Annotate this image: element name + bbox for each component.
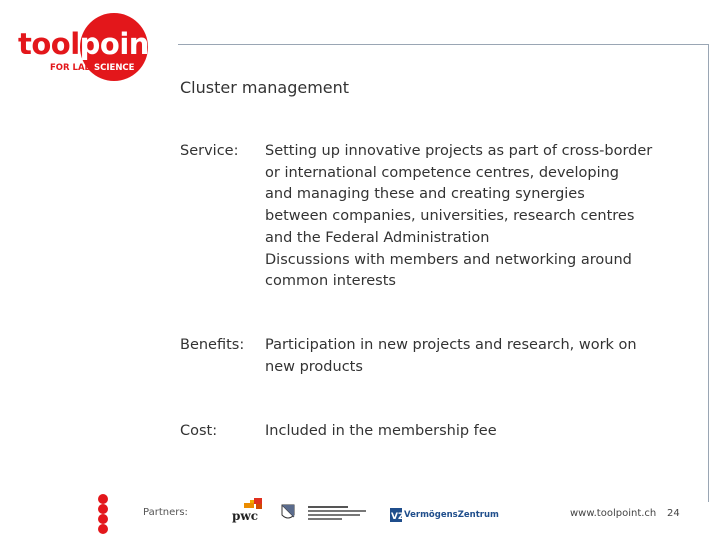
pwc-logo (230, 498, 264, 524)
slide-title: Cluster management (180, 78, 350, 97)
service-line: and managing these and creating synergies (265, 186, 585, 203)
canton-zurich-logo (280, 503, 368, 523)
logo-wordmark (18, 27, 163, 61)
cost-line: Included in the membership fee (265, 423, 497, 439)
service-line: Discussions with members and networking around (265, 251, 632, 268)
dot-icon (98, 494, 108, 504)
footer-url[interactable]: www.toolpoint.ch (570, 508, 657, 519)
vermoegenszentrum-logo (390, 507, 499, 523)
logo-tagline-part1: FOR LAB (50, 63, 94, 73)
right-divider (708, 44, 709, 502)
benefits-text (265, 335, 665, 378)
decorative-dots (98, 494, 110, 534)
logo-tagline (50, 64, 134, 73)
top-divider (178, 44, 708, 45)
cost-label: Cost: (180, 423, 218, 439)
dot-icon (98, 504, 108, 514)
service-line: or international competence centres, developing (265, 164, 619, 181)
logo-word-part1: tool (18, 27, 80, 61)
logo-tagline-part2: SCIENCE (93, 63, 135, 73)
dot-icon (98, 524, 108, 534)
vz-wordmark: VermögensZentrum (404, 510, 499, 520)
cost-text (265, 421, 665, 443)
logo-word-part2: point (79, 27, 163, 61)
toolpoint-logo (14, 12, 163, 84)
service-text (265, 141, 665, 293)
benefits-line: Participation in new projects and research, work on (265, 337, 637, 353)
partners-label: Partners: (143, 507, 188, 518)
service-line: between companies, universities, research centres (265, 208, 635, 225)
dot-icon (98, 514, 108, 524)
svg-text:VZ: VZ (391, 512, 405, 522)
service-label: Service: (180, 143, 239, 159)
canton-crest-icon (280, 503, 368, 523)
page-number: 24 (667, 508, 680, 519)
vz-mark-icon (390, 508, 405, 522)
benefits-line: new products (265, 358, 363, 375)
service-line: Setting up innovative projects as part of cross-border (265, 143, 653, 159)
service-line: common interests (265, 273, 396, 290)
pwc-wordmark: pwc (232, 509, 259, 523)
service-line: and the Federal Administration (265, 229, 490, 246)
benefits-label: Benefits: (180, 337, 245, 353)
